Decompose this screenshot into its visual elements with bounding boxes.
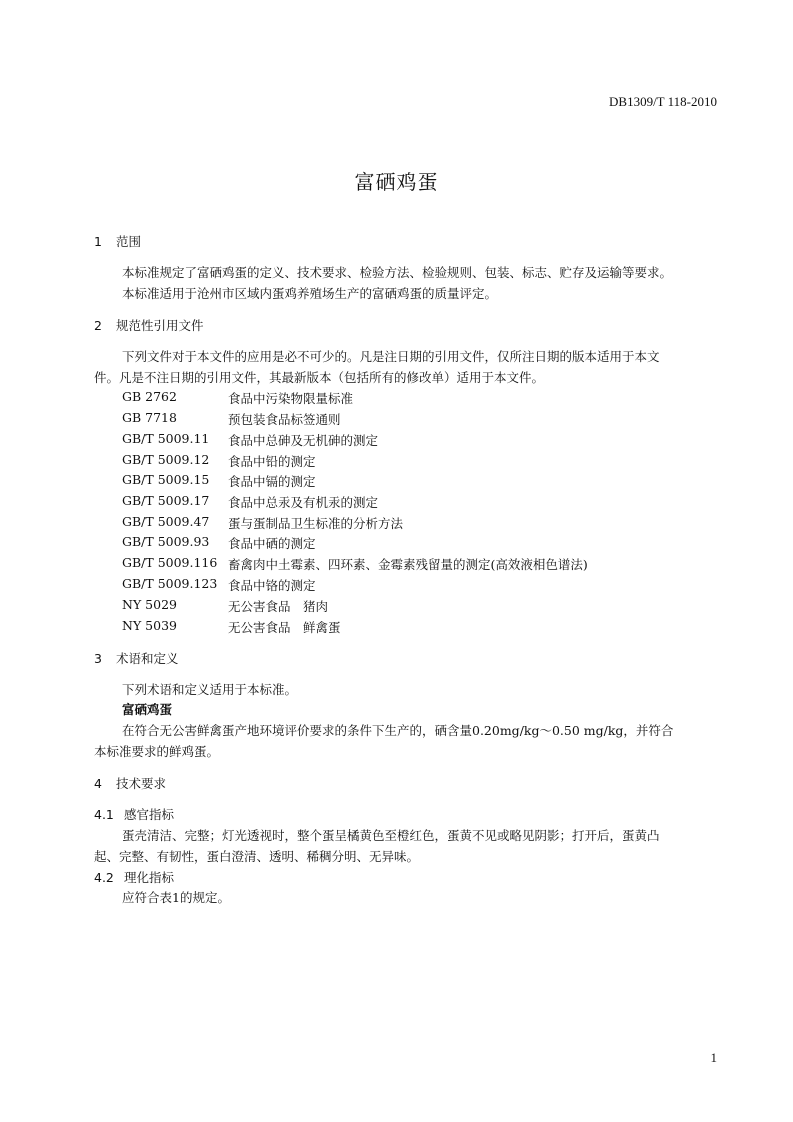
subsection-number: 4.1 [94, 807, 114, 822]
term-definition: 本标准要求的鲜鸡蛋。 [94, 744, 220, 759]
ref-name: 无公害食品 猪肉 [228, 599, 329, 614]
paragraph: 起、完整、有韧性，蛋白澄清、透明、稀稠分明、无异味。 [94, 849, 420, 864]
standard-number: DB1309/T 118-2010 [609, 94, 717, 109]
ref-name: 食品中铅的测定 [228, 454, 316, 469]
section-number: 4 [94, 776, 102, 791]
term-definition: 在符合无公害鲜禽蛋产地环境评价要求的条件下生产的，硒含量0.20mg/kg～0.50 mg/kg，并符合 [122, 723, 674, 738]
page-number: 1 [710, 1050, 717, 1065]
ref-code: GB/T 5009.15 [122, 472, 210, 487]
section-title: 术语和定义 [116, 651, 179, 666]
ref-name: 食品中镉的测定 [228, 474, 316, 489]
section-title: 规范性引用文件 [116, 318, 204, 333]
subsection-title: 感官指标 [124, 807, 175, 822]
section-3-heading [94, 649, 179, 667]
subsection-title: 理化指标 [124, 870, 175, 885]
ref-code: GB/T 5009.11 [122, 431, 210, 446]
section-2-heading [94, 316, 204, 334]
subsection-4-2-heading [94, 868, 174, 886]
paragraph: 下列术语和定义适用于本标准。 [122, 682, 298, 697]
ref-name: 食品中污染物限量标准 [228, 391, 354, 406]
ref-name: 畜禽肉中土霉素、四环素、金霉素残留量的测定(高效液相色谱法) [228, 557, 588, 572]
document-title: 富硒鸡蛋 [354, 170, 439, 194]
ref-code: GB/T 5009.17 [122, 493, 210, 508]
ref-name: 蛋与蛋制品卫生标准的分析方法 [228, 516, 404, 531]
ref-code: GB 7718 [122, 410, 177, 425]
section-title: 范围 [116, 234, 142, 249]
paragraph: 本标准适用于沧州市区域内蛋鸡养殖场生产的富硒鸡蛋的质量评定。 [122, 286, 498, 301]
section-4-heading [94, 774, 166, 792]
section-number: 1 [94, 234, 102, 249]
term-name: 富硒鸡蛋 [122, 702, 173, 717]
paragraph: 下列文件对于本文件的应用是必不可少的。凡是注日期的引用文件，仅所注日期的版本适用于本文 [122, 349, 660, 364]
paragraph: 蛋壳清洁、完整；灯光透视时，整个蛋呈橘黄色至橙红色，蛋黄不见或略见阴影；打开后，蛋黄凸 [122, 828, 660, 843]
ref-name: 食品中总汞及有机汞的测定 [228, 495, 379, 510]
ref-code: GB/T 5009.12 [122, 452, 210, 467]
section-title: 技术要求 [116, 776, 167, 791]
ref-name: 预包装食品标签通则 [228, 412, 341, 427]
paragraph: 件。凡是不注日期的引用文件，其最新版本（包括所有的修改单）适用于本文件。 [94, 370, 545, 385]
paragraph: 应符合表1的规定。 [122, 890, 230, 905]
ref-code: GB/T 5009.47 [122, 514, 210, 529]
section-number: 2 [94, 318, 102, 333]
ref-code: NY 5039 [122, 618, 177, 633]
paragraph: 本标准规定了富硒鸡蛋的定义、技术要求、检验方法、检验规则、包装、标志、贮存及运输等要求。 [122, 265, 673, 280]
ref-code: GB/T 5009.123 [122, 576, 218, 591]
ref-name: 无公害食品 鲜禽蛋 [228, 620, 341, 635]
ref-name: 食品中总砷及无机砷的测定 [228, 433, 379, 448]
subsection-4-1-heading [94, 805, 174, 823]
subsection-number: 4.2 [94, 870, 114, 885]
section-number: 3 [94, 651, 102, 666]
ref-name: 食品中硒的测定 [228, 536, 316, 551]
ref-code: GB/T 5009.116 [122, 555, 218, 570]
section-1-heading [94, 232, 141, 250]
ref-code: GB 2762 [122, 389, 177, 404]
ref-code: NY 5029 [122, 597, 177, 612]
ref-name: 食品中铬的测定 [228, 578, 316, 593]
ref-code: GB/T 5009.93 [122, 534, 210, 549]
